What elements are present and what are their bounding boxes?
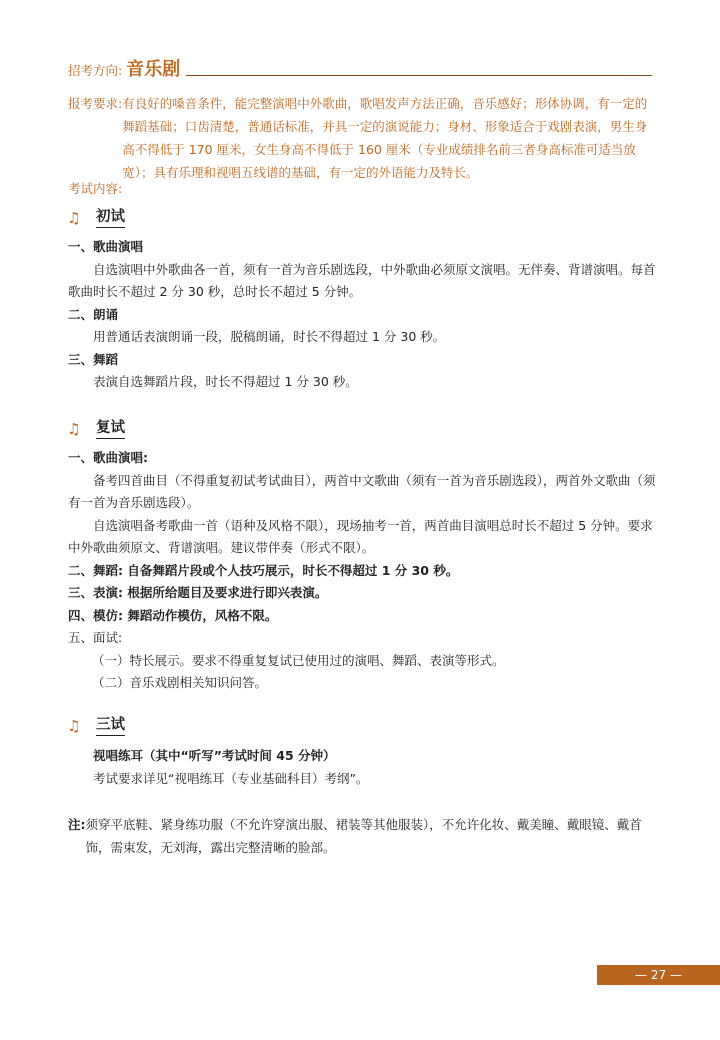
music-note-icon: ♫ bbox=[67, 717, 81, 735]
round2-song-heading: 一、歌曲演唱: bbox=[68, 450, 148, 465]
round2-body bbox=[68, 447, 656, 695]
round1-recitation-heading: 二、朗诵 bbox=[68, 306, 119, 322]
requirements bbox=[68, 92, 656, 184]
major-title: 音乐剧 bbox=[126, 59, 181, 80]
round3-body bbox=[68, 745, 656, 790]
round3-title: 三试 bbox=[96, 716, 125, 736]
header-rule bbox=[186, 75, 652, 76]
round2-interview-heading: 五、面试: bbox=[68, 630, 123, 645]
round3-text: 考试要求详见“视唱练耳（专业基础科目）考纲”。 bbox=[93, 770, 369, 786]
round2-dance: 二、舞蹈: 自备舞蹈片段或个人技巧展示，时长不得超过 1 分 30 秒。 bbox=[68, 562, 459, 578]
content-label: 考试内容: bbox=[68, 181, 123, 196]
round2-song-text-2: 自选演唱备考歌曲一首（语种及风格不限），现场抽考一首，两首曲目演唱总时长不超过 5 分钟。要求中外歌曲须原文、背谱演唱。建议带伴奏（形式不限）。 bbox=[68, 517, 653, 555]
round1-recitation-text: 用普通话表演朗诵一段，脱稿朗诵，时长不得超过 1 分 30 秒。 bbox=[93, 329, 446, 344]
note-label: 注: bbox=[68, 817, 86, 832]
requirements-text: 有良好的嗓音条件，能完整演唱中外歌曲，歌唱发声方法正确，音乐感好；形体协调，有一定的舞蹈基础；口齿清楚，普通话标准，并具一定的演说能力；身材、形象适合于戏剧表演，男生身高不得低于 170 厘米，女生身高不得低于 160 厘米（专业成绩排名前三者身高标准可适当放宽）；具有乐理和视唱五线谱的基础，有一定的外语能力及特长。 bbox=[122, 96, 648, 180]
section-round2 bbox=[66, 419, 125, 439]
major-header bbox=[68, 60, 652, 80]
round2-title: 复试 bbox=[96, 419, 125, 439]
round1-song-text: 自选演唱中外歌曲各一首，须有一首为音乐剧选段，中外歌曲必须原文演唱。无伴奏、背谱演唱。每首歌曲时长不超过 2 分 30 秒，总时长不超过 5 分钟。 bbox=[68, 261, 656, 299]
music-note-icon: ♫ bbox=[67, 209, 81, 227]
round1-title: 初试 bbox=[96, 208, 125, 228]
round1-dance-text: 表演自选舞蹈片段，时长不得超过 1 分 30 秒。 bbox=[93, 374, 358, 389]
section-round1 bbox=[66, 208, 125, 228]
major-label: 招考方向: bbox=[68, 63, 123, 78]
round1-song-heading: 一、歌曲演唱 bbox=[68, 239, 144, 254]
round1-body bbox=[68, 236, 656, 394]
requirements-label: 报考要求: bbox=[68, 96, 123, 111]
music-note-icon: ♫ bbox=[67, 420, 81, 438]
round3-heading: 视唱练耳（其中“听写”考试时间 45 分钟） bbox=[93, 748, 336, 763]
round1-dance-heading: 三、舞蹈 bbox=[68, 351, 119, 367]
attire-note bbox=[68, 813, 656, 859]
round2-imitation: 四、模仿: 舞蹈动作模仿，风格不限。 bbox=[68, 607, 278, 623]
round2-song-text-1: 备考四首曲目（不得重复初试考试曲目），两首中文歌曲（须有一首为音乐剧选段），两首外文歌曲（须有一首为音乐剧选段）。 bbox=[68, 472, 656, 510]
round2-acting: 三、表演: 根据所给题目及要求进行即兴表演。 bbox=[68, 585, 328, 600]
note-text: 须穿平底鞋、紧身练功服（不允许穿演出服、裙装等其他服装），不允许化妆、戴美瞳、戴眼镜、戴首饰，需束发，无刘海，露出完整清晰的脸部。 bbox=[85, 817, 642, 855]
round2-interview-item-1: （一）特长展示。要求不得重复复试已使用过的演唱、舞蹈、表演等形式。 bbox=[92, 652, 505, 668]
section-round3 bbox=[66, 716, 125, 736]
page-number: — 27 — bbox=[597, 965, 720, 985]
round2-interview-item-2: （二）音乐戏剧相关知识问答。 bbox=[92, 675, 268, 690]
